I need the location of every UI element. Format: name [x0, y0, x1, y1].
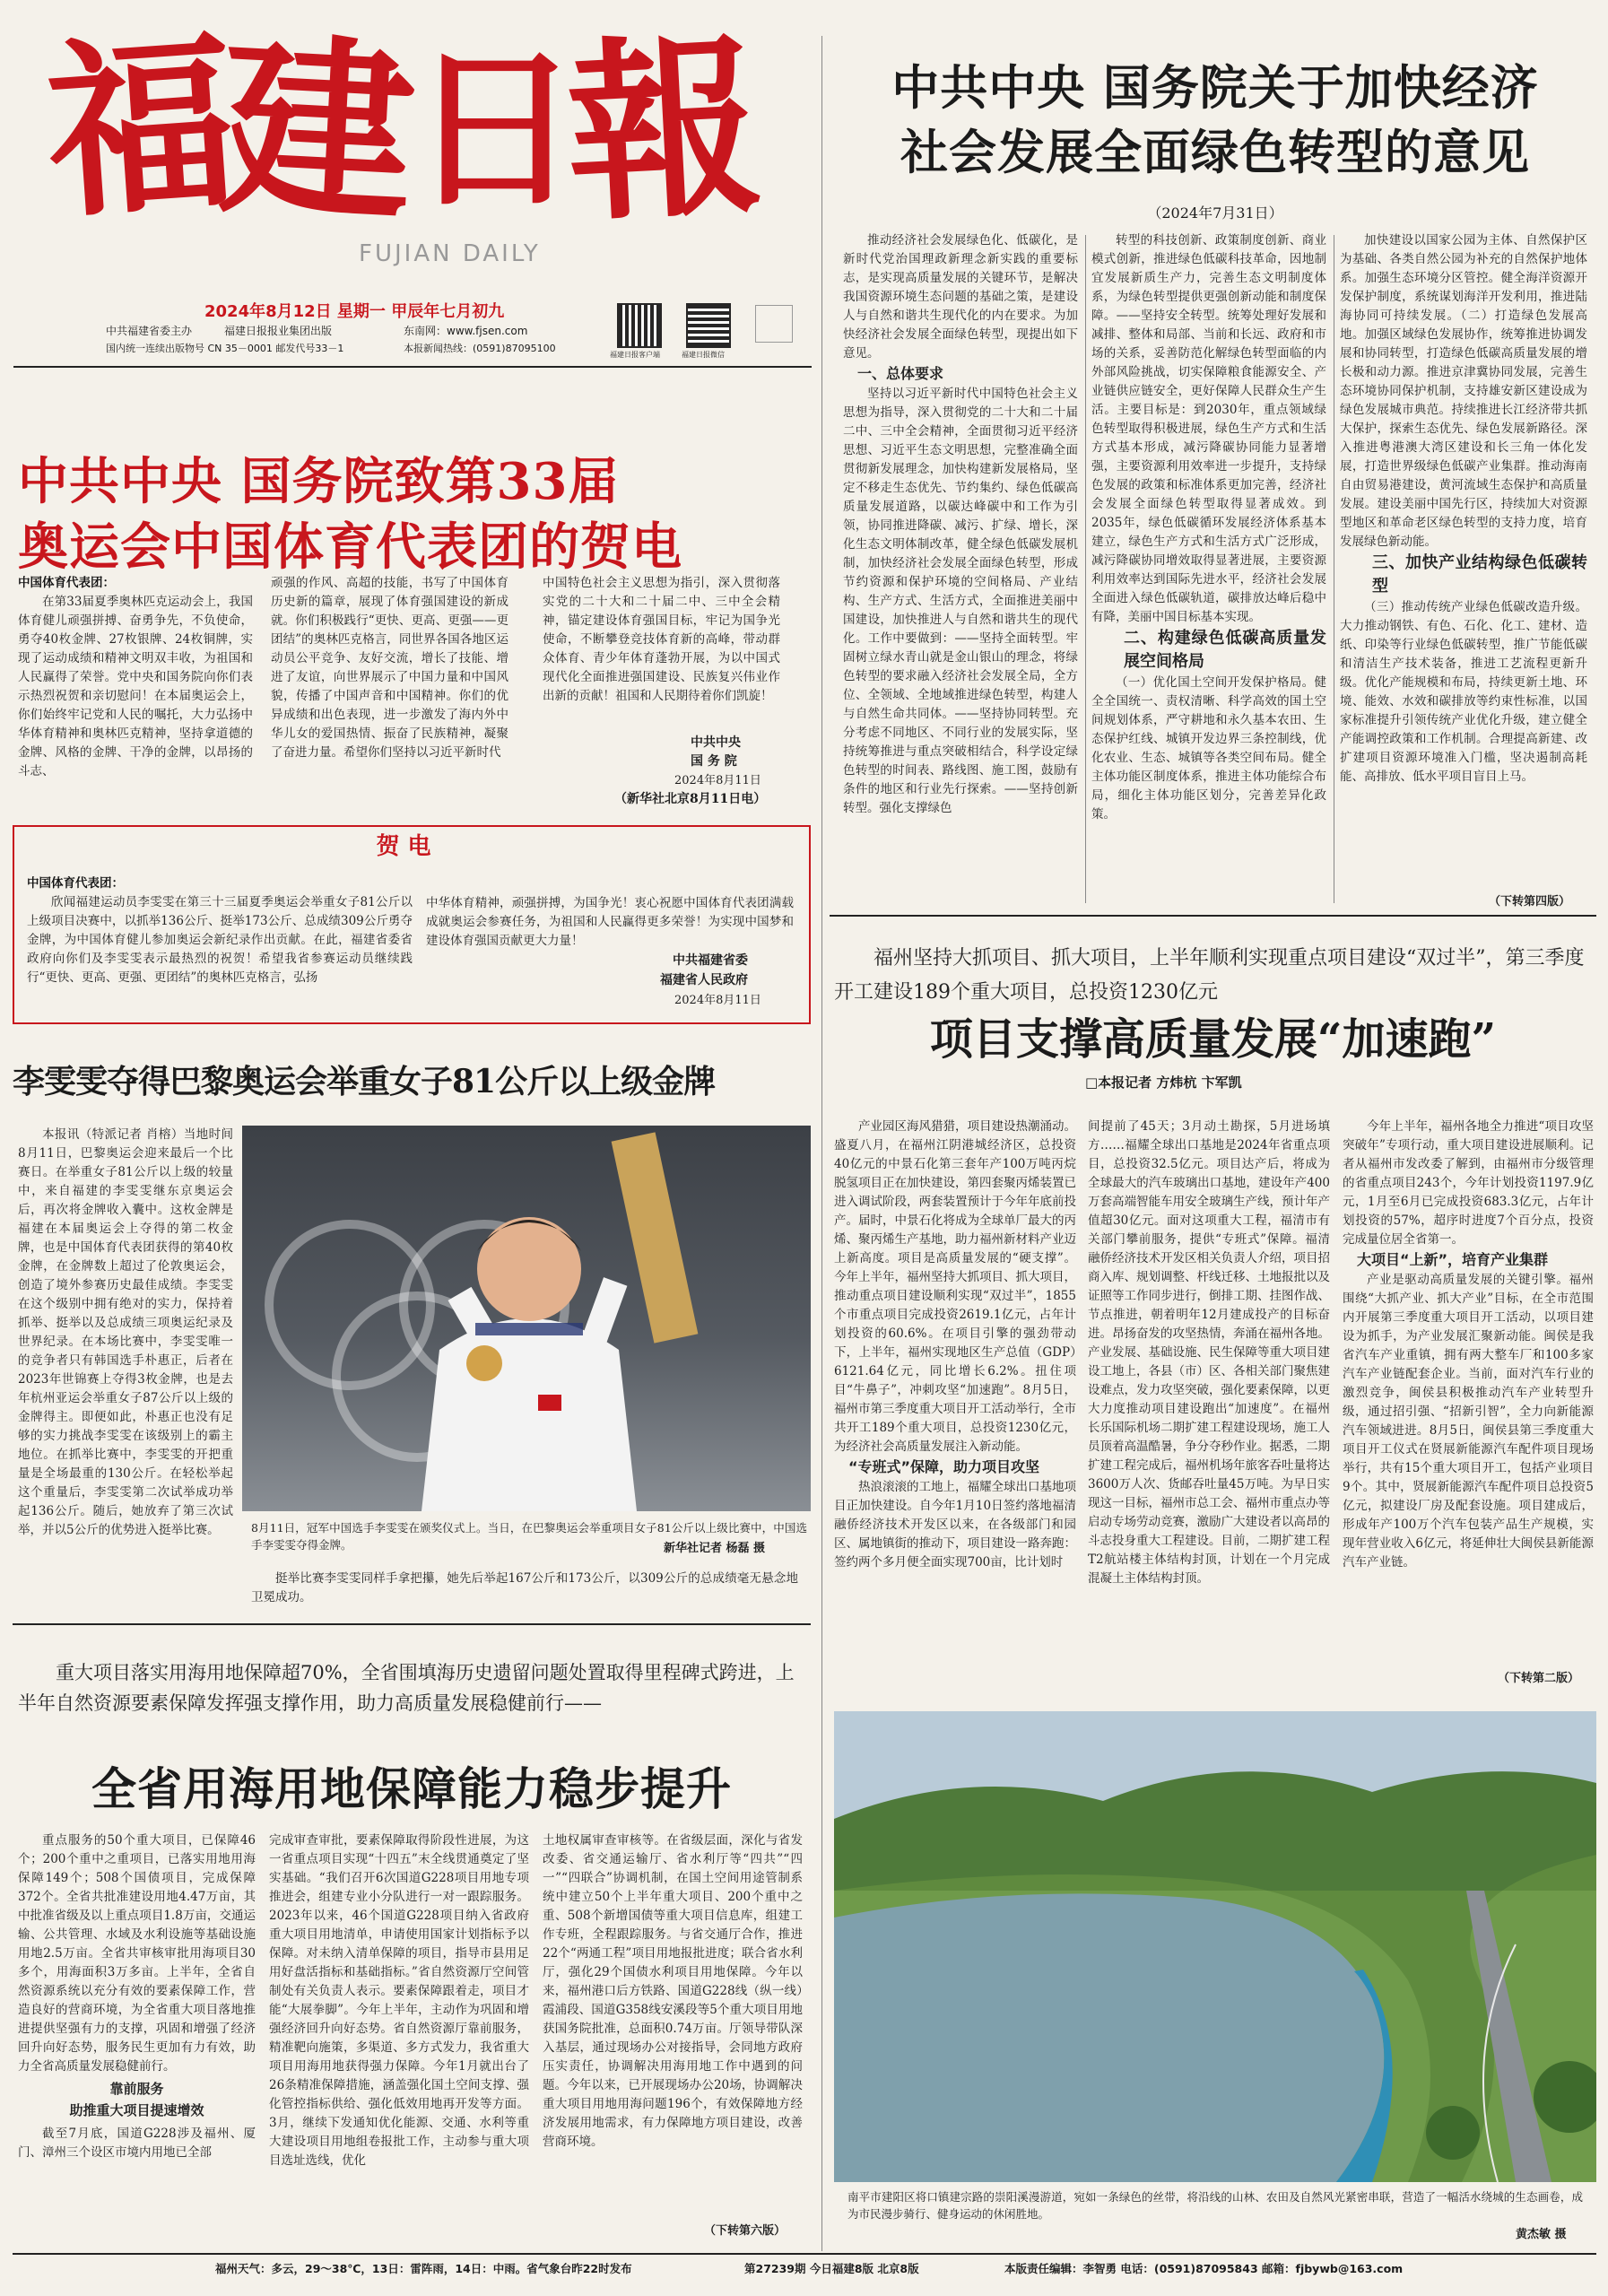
olympic-agency: （新华社北京8月11日电）	[614, 792, 767, 806]
masthead-site: 东南网：www.fjsen.com	[404, 325, 528, 337]
project-heading-2: 大项目“上新”，培育产业集群	[1357, 1251, 1549, 1268]
masthead-sponsor: 中共福建省委主办	[106, 325, 193, 337]
green-col1-intro: 推动经济社会发展绿色化、低碳化，是新时代党治国理政新理念新实践的重要标志，是实现高质量发展的关键环节，是解决我国资源环境生态问题的基础之策，是建设人与自然和谐共生现代化的内在要求。为加快经济社会发展全面绿色转型，现提出如下意见。	[843, 233, 1078, 361]
project-col3-body: 今年上半年，福州各地全力推进“项目攻坚突破年”专项行动，重大项目建设进展顺利。记者从福州市发改委了解到，由福州市分级管理的省重点项目243个，今年计划投资1197.9亿元，1月至6月已完成投资683.3亿元，占年计划投资的57%，超序时进度7个百分点，投资完成量位居全省第一。	[1343, 1119, 1594, 1247]
sea-col2-body: 完成审查审批，要素保障取得阶段性进展，为这一省重点项目实现“十四五”末全线贯通奠定了坚实基础。“我们召开6次国道G228项目用地专项推进会，组建专业小分队进行一对一跟踪服务。2023年以来，46个国道G228项目纳入省政府重大项目用地清单，申请使用国家计划指标予以保障。对未纳入清单保障的项目，指导市县用足用好盘活指标和基础指标。”省自然资源厅空间管制处有关负责人表示。要素保障跟着走，项目才能“大展拳脚”。今年上半年，主动作为巩固和增强经济回升向好态势。省自然资源厅靠前服务，精准靶向施策，多渠道、多方式发力，我省重大项目用海用地获得强力保障。今年1月就出台了26条精准保障措施，涵盖强化国土空间支撑、强化管控指标供给、强化低效用地再开发等方面。3月，继续下发通知优化能源、交通、水利等重大建设项目用地组卷报批工作，主动参与重大项目选址选线，优化	[269, 1833, 529, 2168]
masthead-logo	[47, 14, 818, 230]
masthead	[0, 0, 816, 372]
masthead-english: FUJIAN DAILY	[359, 240, 541, 267]
green-article	[830, 0, 1601, 913]
project-col2-body: 间提前了45天；3月动土勘探，5月进场填方……福耀全球出口基地是2024年省重点项目，总投资32.5亿元。项目达产后，将成为全球最大的汽车玻璃出口基地，建设年产400万套高端智能车用安全玻璃生产线，预计年产值超30亿元。面对这项重大工程，福清市有关部门攀前服务，提供“专班式”保障。福清融侨经济技术开发区相关负责人介绍，项目招商入库、规划调整、杆线迁移、土地报批以及证照等工作同步进行，倒排工期、挂图作战、节点推进，朝着明年12月建成投产的目标奋进。昂扬奋发的攻坚热情，奔涌在福州各地。产业发展、基础设施、民生保障等重大项目建设工地上，各县（市）区、各相关部门聚焦建设难点，发力攻坚突破，强化要素保障，以更大力度推动项目建设跑出“加速度”。在福州长乐国际机场二期扩建工程建设现场，施工人员顶着高温酷暑，争分夺秒作业。据悉，二期扩建工程完成后，福州机场年旅客吞吐量将达3600万人次、货邮吞吐量45万吨。为早日实现这一目标，福州市总工会、福州市重点办等启动专场劳动竞赛，激励广大建设者以高昂的斗志投身重大工程建设。目前，二期扩建工程T2航站楼主体结构封顶，计划在一个月完成混凝土主体结构封顶。	[1088, 1119, 1330, 1586]
green-title-line1: 中共中央 国务院关于加快经济	[891, 60, 1539, 116]
weightlifting-credit: 新华社记者 杨磊 摄	[664, 1542, 766, 1555]
project-col1-body: 产业园区海风猎猎，项目建设热潮涌动。盛夏八月，在福州江阴港城经济区，总投资40亿元的中景石化第三套年产100万吨丙烷脱氢项目正在加快建设，第四套聚丙烯装置已进入调试阶段，两套装置预计于今年年底前投产。届时，中景石化将成为全球单厂最大的丙烯、聚丙烯生产基地，助力福州新材料产业迈上新高度。项目是高质量发展的“硬支撑”。今年上半年，福州坚持大抓项目、抓大项目，推动重点项目建设顺利实现“双过半”，1855个市重点项目完成投资2619.1亿元，占年计划投资的60.6%。在项目引擎的强劲带动下，上半年，福州实现地区生产总值（GDP）6121.64亿元，同比增长6.2%。扭住项目“牛鼻子”，冲刺攻坚“加速跑”。8月5日，福州市第三季度重大项目开工活动举行，全市共开工189个重大项目，总投资1230亿元，为经济社会高质量发展注入新动能。	[834, 1119, 1076, 1454]
olympic-title-line1: 中共中央 国务院致第33届	[18, 452, 620, 511]
masthead-corner-mark	[755, 305, 793, 343]
greenway-credit: 黄杰敏 摄	[1516, 2228, 1567, 2241]
qr-code-wechat	[686, 303, 731, 348]
masthead-date: 2024年8月12日 星期一 甲辰年七月初九	[204, 302, 505, 321]
telegram-col-1	[27, 874, 413, 1018]
telegram-sign-2: 福建省人民政府	[660, 973, 748, 987]
green-col-2	[1091, 231, 1326, 913]
olympic-sign-1: 中共中央	[691, 735, 741, 750]
green-col2-body: 转型的科技创新、政策制度创新、商业模式创新，推进绿色低碳科技革命，因地制宜发展新质生产力，完善生态文明制度体系，为绿色转型提供更强创新动能和制度保障。——坚持安全转型。统筹处理好发展和减排、整体和局部、当前和长远、政府和市场的关系，妥善防范化解绿色转型面临的内外部风险挑战，切实保障粮食能源安全、产业链供应链安全，更好保障人民群众生产生活。主要目标是：到2030年，重点领域绿色转型取得积极进展，绿色生产方式和生活方式基本形成，减污降碳协同能力显著增强，主要资源利用效率进一步提升，支持绿色发展的政策和标准体系更加完善，经济社会发展全面绿色转型取得显著成效。到2035年，绿色低碳循环发展经济体系基本建立，绿色生产方式和生活方式广泛形成，减污降碳协同增效取得显著进展，主要资源利用效率达到国际先进水平，经济社会发展全面进入绿色低碳轨道，碳排放达峰后稳中有降，美丽中国目标基本实现。	[1091, 233, 1326, 624]
center-column-divider	[821, 36, 822, 2251]
olympic-col-1	[18, 574, 253, 798]
project-col-2	[1088, 1118, 1330, 1684]
olympic-col3-body: 中国特色社会主义思想为指引，深入贯彻落实党的二十大和二十届二中、三中全会精神，锚定建设体育强国目标，牢记为国争光使命，不断攀登竞技体育新的高峰，带动群众体育、青少年体育蓬勃开展，为以中国式现代化全面推进强国建设、民族复兴伟业作出新的贡献！祖国和人民期待着你们凯旋！	[543, 576, 780, 703]
green-col3-body: 加快建设以国家公园为主体、自然保护区为基础、各类自然公园为补充的自然保护地体系。加强生态环境分区管控。健全海洋资源开发保护制度，系统谋划海洋开发利用，推进陆海协同可持续发展。（二）打造绿色发展高地。加强区域绿色发展协作，统筹推进协调发展和协同转型，打造绿色低碳高质量发展的增长极和动力源。推进京津冀协同发展，完善生态环境协同保护机制，支持雄安新区建设成为绿色发展城市典范。持续推进长江经济带共抓大保护，探索生态优先、绿色发展新路径。深入推进粤港澳大湾区建设和长三角一体化发展，打造世界级绿色低碳产业集群。推动海南自由贸易港建设，黄河流域生态保护和高质量发展。建设美丽中国先行区，持续加大对资源型地区和革命老区绿色转型的支持力度，培育发展绿色新动能。	[1340, 233, 1587, 549]
svg-text:建: 建	[215, 14, 420, 230]
sea-col-3	[543, 1831, 803, 2217]
green-heading-2: 二、构建绿色低碳高质量发展空间格局	[1124, 629, 1326, 671]
masthead-cn: 国内统一连续出版物号 CN 35－0001 邮发代号33－1	[106, 343, 344, 354]
green-col3-body-b: （三）推动传统产业绿色低碳改造升级。大力推动钢铁、有色、石化、化工、建材、造纸、印染等行业绿色低碳转型，推广节能低碳和清洁生产技术装备，推进工艺流程更新升级。优化产能规模和布局，持续更新土地、环境、能效、水效和碳排放等约束性标准，以国家标准提升引领传统产业优化升级，建立健全产能调控政策和工作机制。合理提高新建、改扩建项目资源环境准入门槛，坚决遏制高耗能、高排放、低水平项目盲目上马。	[1340, 600, 1587, 784]
weightlifting-caption-text: 8月11日，冠军中国选手李雯雯在颁奖仪式上。当日，在巴黎奥运会举重项目女子81公斤以上级比赛中，中国选手李雯雯夺得金牌。	[251, 1521, 807, 1552]
greenway-caption	[847, 2188, 1583, 2242]
greenway-landscape	[834, 1711, 1596, 2182]
sea-col-1	[18, 1831, 256, 2239]
project-col3-body-b: 产业是驱动高质量发展的关键引擎。福州围绕“大抓产业、抓大产业”目标，在全市范围内开展第三季度重大项目开工活动，以项目建设为抓手，为产业发展汇聚新动能。闽侯是我省汽车产业重镇，拥有两大整车厂和100多家汽车产业链配套企业。当前，面对汽车行业的激烈竞争，闽侯县积极推动汽车产业转型升级，通过招引强、“招新引智”，全力向新能源汽车领域进进。8月5日，闽侯县第三季度重大项目开工仪式在贤展新能源汽车配件项目现场举行，共有15个重大项目开工，包括产业项目9个。其中，贤展新能源汽车配件项目总投资5亿元，拟建设厂房及配套设施。项目建成后，形成年产100万个汽车包装产品生产规模，实现年营业收入6亿元，将延伸壮大闽侯县新能源汽车产业链。	[1343, 1273, 1594, 1570]
sea-deck: 重大项目落实用海用地保障超70%，全省围填海历史遗留问题处置取得里程碑式跨进，上半年自然资源要素保障发挥强支撑作用，助力高质量发展稳健前行——	[18, 1662, 795, 1714]
sea-col-2	[269, 1831, 529, 2239]
qr-label-wechat: 福建日报微信	[682, 351, 725, 359]
green-col1-body: 坚持以习近平新时代中国特色社会主义思想为指导，深入贯彻党的二十大和二十届二中、三中全会精神，全面贯彻习近平经济思想、习近平生态文明思想，完整准确全面贯彻新发展理念，加快构建新发展格局，坚定不移走生态优先、节约集约、绿色低碳高质量发展道路，以碳达峰碳中和工作为引领，协同推进降碳、减污、扩绿、增长，深化生态文明体制改革，健全绿色低碳发展机制，加快经济社会发展全面绿色转型，形成节约资源和保护环境的空间格局、产业结构、生产方式、生活方式，全面推进美丽中国建设，加快推进人与自然和谐共生的现代化。工作中要做到：——坚持全面转型。牢固树立绿水青山就是金山银山的理念，将绿色转型的要求融入经济社会发展全局，全方位、全领域、全地域推进绿色转型，构建人与自然生命共同体。——坚持协同转型。充分考虑不同地区、不同行业的发展实际，坚持统筹推进与重点突破相结合，科学设定绿色转型的时间表、路线图、施工图，鼓励有条件的地区和行业先行探索。——坚持创新转型。强化支撑绿色	[843, 387, 1078, 815]
svg-text:福: 福	[47, 14, 243, 230]
masthead-hotline: 本报新闻热线：(0591)87095100	[404, 343, 556, 354]
telegram-label: 贺 电	[345, 830, 462, 864]
weightlifting-col-1	[18, 1126, 233, 1606]
footer-issue: 第27239期 今日福建8版 北京8版	[744, 2262, 919, 2275]
green-col-sep-1	[1085, 235, 1086, 903]
green-heading-1: 一、总体要求	[857, 365, 944, 382]
project-continued: （下转第二版）	[1498, 1672, 1580, 1685]
green-col-3	[1340, 231, 1587, 891]
telegram-sign-date: 2024年8月11日	[674, 994, 761, 1007]
olympic-col2-body: 顽强的作风、高超的技能，书写了中国体育历史新的篇章，展现了体育强国建设的新成就。你们积极践行“更快、更高、更强——更团结”的奥林匹克格言，同世界各国各地区运动员公平竞争、友好交流，增长了技能、增进了友谊，向世界展示了中国力量和中国风貌，传播了中国声音和中国精神。你们的优异成绩和出色表现，进一步激发了海内外中华儿女的爱国热情、振奋了民族精神，凝聚了奋进力量。希望你们坚持以习近平新时代	[271, 576, 508, 760]
project-col-1	[834, 1118, 1076, 1684]
greenway-photo	[834, 1711, 1596, 2182]
telegram-salute: 中国体育代表团：	[27, 876, 124, 891]
green-col-1	[843, 231, 1078, 913]
sea-col3-body: 土地权属审查审核等。在省级层面，深化与省发改委、省交通运输厅、省水利厅等“四共”“四一”“四联合”协调机制，在国土空间用途管制系统中建立50个上半年重大项目、200个重中之重、508个新增国债等重大项目信息库，组建工作专班，全程跟踪服务。与省交通厅合作，推进22个“两通工程”项目用地报批进度；联合省水利厅，强化29个国债水利项目用地保障。今年以来，福州港口后方铁路、国道G228线（纵一线）霞浦段、国道G358线安溪段等5个重大项目用地获国务院批准，总面积0.74万亩。厅领导带队深入基层，通过现场办公对接指导，会同地方政府压实责任，协调解决用海用地工作中遇到的问题。今年以来，已开展现场办公20场，协调解决重大项目用地用海问题196个，有效保障地方经济发展用地需求，有力保障地方项目建设，改善营商环境。	[543, 1833, 803, 2149]
greenway-caption-text: 南平市建阳区将口镇建宗路的崇阳溪漫游道，宛如一条绿色的丝带，将沿线的山林、农田及自然风光紧密串联，营造了一幅活水绕城的生态画卷，成为市民漫步骑行、健身运动的休闲胜地。	[847, 2190, 1583, 2221]
weightlifting-body-2: 挺举比赛李雯雯同样手拿把攥，她先后举起167公斤和173公斤，以309公斤的总成绩毫无悬念地卫冕成功。	[251, 1571, 798, 1605]
sea-heading-2: 助推重大项目提速增效	[69, 2102, 204, 2118]
footer-weather: 福州天气：多云，29～38℃，13日：雷阵雨，14日：中雨。省气象台昨22时发布	[215, 2262, 632, 2275]
project-col1-body-b: 热浪滚滚的工地上，福耀全球出口基地项目正加快建设。自今年1月10日签约落地福清融侨经济技术开发区以来，在各级部门和园区、属地镇街的推动下，项目建设一路奔跑：签约两个多月便全面实现700亩，比计划时	[834, 1480, 1076, 1570]
masthead-divider	[13, 366, 812, 368]
telegram-col2-body: 中华体育精神，顽强拼搏，为国争光！衷心祝愿中国体育代表团满载成就奥运会参赛任务，为祖国和人民赢得更多荣誉！为实现中国梦和建设体育强国贡献更大力量！	[426, 896, 794, 948]
masthead-publisher: 福建日报报业集团出版	[224, 325, 333, 337]
weightlifting-body-1: 本报讯（特派记者 肖榕）当地时间8月11日，巴黎奥运会迎来最后一个比赛日。在举重女子81公斤以上级的较量中，来自福建的李雯雯继东京奥运会后，再次将金牌收入囊中。这枚金牌是福建在本届奥运会上夺得的第二枚金牌，也是中国体育代表团获得的第40枚金牌，在金牌数上超过了伦敦奥运会，创造了境外参赛历史最佳成绩。李雯雯在这个级别中拥有绝对的实力，保持着抓举、挺举以及总成绩三项奥运纪录及世界纪录。在本场比赛中，李雯雯唯一的竞争者只有韩国选手朴惠正，后者在2023年世锦赛上夺得3枚金牌，也是去年杭州亚运会举重女子87公斤以上级的金牌得主。即便如此，朴惠正也没有足够的实力挑战李雯雯在该级别上的霸主地位。在抓举比赛中，李雯雯的开把重量是全场最重的130公斤。在轻松举起这个重量后，李雯雯第二次试举成功举起136公斤。随后，她放弃了第三次试举，并以5公斤的优势进入挺举比赛。	[18, 1127, 233, 1537]
green-bottom-rule	[830, 915, 1596, 917]
weightlifting-col-2	[251, 1570, 798, 1609]
telegram-col1-body: 欣闻福建运动员李雯雯在第三十三届夏季奥运会举重女子81公斤以上级项目决赛中，以抓举136公斤、挺举173公斤、总成绩309公斤勇夺金牌，为中国体育健儿参加奥运会新纪录作出贡献。在此，福建省委省政府向你们及李雯雯表示最热烈的祝贺！希望我省参赛运动员继续践行“更快、更高、更强、更团结”的奥林匹克格言，弘扬	[27, 895, 413, 985]
green-col2-body-b: （一）优化国土空间开发保护格局。健全全国统一、责权清晰、科学高效的国土空间规划体系，严守耕地和永久基本农田、生态保护红线、城镇开发边界三条控制线，优化农业、生态、城镇等各类空间布局。健全主体功能区制度体系，推进主体功能综合布局，细化主体功能区划分，完善差异化政策。	[1091, 675, 1326, 822]
sea-heading-1: 靠前服务	[109, 2081, 164, 2097]
sea-title: 全省用海用地保障能力稳步提升	[91, 1762, 732, 1815]
sea-col1-body-b: 截至7月底，国道G228涉及福州、厦门、漳州三个设区市境内用地已全部	[18, 2126, 256, 2160]
telegram-sign-1: 中共福建省委	[673, 953, 748, 968]
olympic-sign-2: 国 务 院	[691, 754, 737, 769]
project-col-3	[1343, 1118, 1594, 1665]
project-deck: 福州坚持大抓项目、抓大项目，上半年顺利实现重点项目建设“双过半”，第三季度开工建设189个重大项目，总投资1230亿元	[834, 947, 1585, 1004]
weightlifter-figure	[242, 1126, 811, 1511]
project-byline: □本报记者 方炜杭 卞军凯	[1085, 1074, 1242, 1091]
qr-label-app: 福建日报客户端	[610, 351, 660, 359]
footer-rule	[13, 2253, 1596, 2255]
olympic-title-line2: 奥运会中国体育代表团的贺电	[18, 517, 682, 577]
green-continued: （下转第四版）	[1489, 895, 1571, 909]
project-heading-1: “专班式”保障，助力项目攻坚	[848, 1458, 1040, 1475]
svg-text:日: 日	[410, 30, 581, 230]
green-heading-3: 三、加快产业结构绿色低碳转型	[1372, 553, 1587, 596]
sea-col1-body: 重点服务的50个重大项目，已保障46个；200个重中之重项目，已落实用地用海保障149个；508个国债项目，完成保障372个。全省共批准建设用地4.47万亩，其中批准省级及以上重点项目1.8万亩，交通运输、公共管理、水域及水利设施等基础设施用地2.5万亩。全省共审核审批用海项目30多个，用海面积3万多亩。上半年，全省自然资源系统以充分有效的要素保障工作，营造良好的营商环境，为全省重大项目落地推进提供坚强有力的支撑，巩固和增强了经济回升向好态势，服务民生更加有力有效，助力全省高质量发展稳健前行。	[18, 1833, 256, 2074]
sea-continued: （下转第六版）	[704, 2224, 787, 2238]
weightlifting-title: 李雯雯夺得巴黎奥运会举重女子81公斤以上级金牌	[13, 1063, 716, 1100]
fujian-daily-calligraphy-logo	[47, 14, 782, 230]
green-title-line2: 社会发展全面绿色转型的意见	[900, 125, 1530, 180]
footer-editor: 本版责任编辑：李智勇 电话：(0591)87095843 邮箱：fjbywb@163.com	[1004, 2262, 1404, 2275]
olympic-col1-body: 在第33届夏季奥林匹克运动会上，我国体育健儿顽强拼搏、奋勇争先，不负使命，勇夺40枚金牌、27枚银牌、24枚铜牌，实现了运动成绩和精神文明双丰收，为祖国和人民赢得了荣誉。党中央和国务院向你们表示热烈祝贺和亲切慰问！在本届奥运会上，你们始终牢记党和人民的嘱托，大力弘扬中华体育精神和奥林匹克精神，坚持拿道德的金牌、风格的金牌、干净的金牌，以昂扬的斗志、	[18, 595, 253, 778]
green-date: （2024年7月31日）	[1147, 204, 1283, 222]
olympic-col-2	[271, 574, 508, 798]
project-title: 项目支撑高质量发展“加速跑”	[929, 1014, 1497, 1065]
svg-text:報: 報	[561, 14, 766, 230]
qr-code-app	[617, 303, 662, 348]
olympic-sign-date: 2024年8月11日	[674, 774, 761, 787]
olympic-col-3	[543, 574, 780, 726]
olympic-salute: 中国体育代表团：	[18, 576, 115, 590]
weightlifting-photo	[242, 1126, 811, 1511]
weightlifting-bottom-rule	[13, 1623, 811, 1625]
